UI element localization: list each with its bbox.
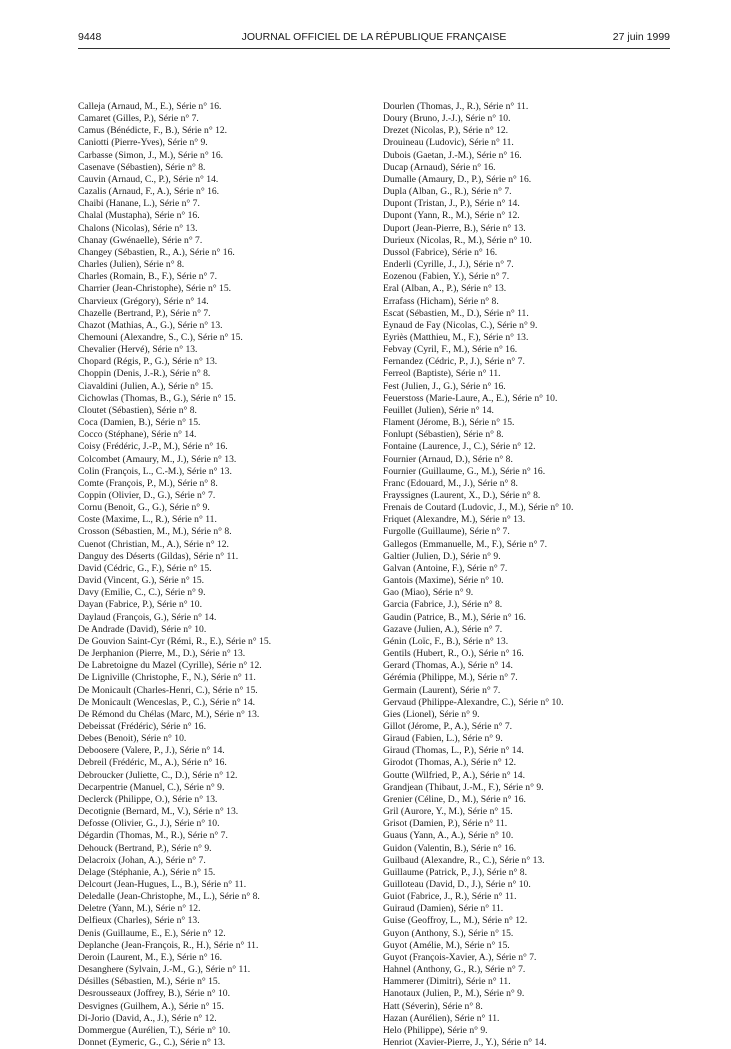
list-item: Eral (Alban, A., P.), Série n° 13.	[383, 283, 507, 295]
list-item: Desanghere (Sylvain, J.-M., G.), Série n° 11.	[78, 964, 251, 976]
list-item: Fournier (Guillaume, G., M.), Série n° 16.	[383, 465, 546, 477]
list-item: Grisot (Damien, P.), Série n° 11.	[383, 818, 508, 830]
list-item: Chalons (Nicolas), Série n° 13.	[78, 222, 198, 234]
list-item: Eyriès (Matthieu, M., F.), Série n° 13.	[383, 331, 529, 343]
list-item: Chemouni (Alexandre, S., C.), Série n° 15.	[78, 331, 243, 343]
list-item: Feuerstoss (Marie-Laure, A., E.), Série n° 10.	[383, 392, 558, 404]
list-item: Deletre (Yann, M.), Série n° 12.	[78, 903, 201, 915]
list-item: Choppin (Denis, J.-R.), Série n° 8.	[78, 368, 211, 380]
list-item: Duport (Jean-Pierre, B.), Série n° 13.	[383, 222, 526, 234]
list-item: De Monicault (Wenceslas, P., C.), Série n° 14.	[78, 696, 256, 708]
list-item: De Jerphanion (Pierre, M., D.), Série n° 13.	[78, 648, 246, 660]
list-item: Gérémia (Philippe, M.), Série n° 7.	[383, 672, 518, 684]
list-item: Guilbaud (Alexandre, R., C.), Série n° 13.	[383, 854, 545, 866]
list-item: De Labretoigne du Mazel (Cyrille), Série n° 12.	[78, 660, 262, 672]
list-item: Guiraud (Damien), Série n° 11.	[383, 903, 504, 915]
list-item: Charrier (Jean-Christophe), Série n° 15.	[78, 283, 232, 295]
list-item: Deplanche (Jean-François, R., H.), Série n° 11.	[78, 939, 259, 951]
list-item: Gantois (Maxime), Série n° 10.	[383, 575, 504, 587]
list-item: Carbasse (Simon, J., M.), Série n° 16.	[78, 149, 224, 161]
list-item: Escat (Sébastien, M., D.), Série n° 11.	[383, 307, 529, 319]
list-item: Gentils (Hubert, R., O.), Série n° 16.	[383, 648, 524, 660]
list-item: Dupont (Yann, R., M.), Série n° 12.	[383, 210, 520, 222]
page-number: 9448	[78, 31, 102, 43]
list-item: Daylaud (François, G.), Série n° 14.	[78, 611, 217, 623]
list-item: Comte (François, P., M.), Série n° 8.	[78, 477, 218, 489]
list-item: Hatt (Séverin), Série n° 8.	[383, 1000, 483, 1012]
list-item: Cornu (Benoit, G., G.), Série n° 9.	[78, 502, 210, 514]
list-item: Chazot (Mathias, A., G.), Série n° 13.	[78, 319, 223, 331]
list-item: Charles (Julien), Série n° 8.	[78, 259, 185, 271]
page-header	[78, 30, 670, 44]
list-item: Chaibi (Hanane, L.), Série n° 7.	[78, 198, 200, 210]
list-item: Charvieux (Grégory), Série n° 14.	[78, 295, 209, 307]
list-item: Dommergue (Aurélien, T.), Série n° 10.	[78, 1024, 231, 1036]
list-item: Désilles (Sébastien, M.), Série n° 15.	[78, 976, 221, 988]
list-item: Decarpentrie (Manuel, C.), Série n° 9.	[78, 781, 225, 793]
list-item: Camaret (Gilles, P.), Série n° 7.	[78, 113, 199, 125]
list-item: Febvay (Cyril, F., M.), Série n° 16.	[383, 344, 518, 356]
list-item: Chevalier (Hervé), Série n° 13.	[78, 344, 198, 356]
list-item: Guiot (Fabrice, J., R.), Série n° 11.	[383, 891, 517, 903]
list-item: De Monicault (Charles-Henri, C.), Série n° 15.	[78, 684, 258, 696]
list-item: Gao (Miao), Série n° 9.	[383, 587, 474, 599]
right-column-list	[383, 101, 573, 1049]
list-item: De Ligniville (Christophe, F., N.), Série n° 11.	[78, 672, 256, 684]
list-item: Guidon (Valentin, B.), Série n° 16.	[383, 842, 517, 854]
journal-title: JOURNAL OFFICIEL DE LA RÉPUBLIQUE FRANÇAISE	[241, 31, 507, 43]
list-item: Génin (Loïc, F., B.), Série n° 13.	[383, 635, 509, 647]
list-item: Dégardin (Thomas, M., R.), Série n° 7.	[78, 830, 228, 842]
list-item: Germain (Laurent), Série n° 7.	[383, 684, 501, 696]
list-item: Debreil (Frédéric, M., A.), Série n° 16.	[78, 757, 227, 769]
list-item: Giraud (Thomas, L., P.), Série n° 14.	[383, 745, 524, 757]
list-item: Hammerer (Dimitri), Série n° 11.	[383, 976, 511, 988]
list-item: Denis (Guillaume, E., E.), Série n° 12.	[78, 927, 226, 939]
list-item: Cocco (Stéphane), Série n° 14.	[78, 429, 197, 441]
list-item: De Rémond du Chélas (Marc, M.), Série n° 13.	[78, 708, 260, 720]
list-item: Danguy des Déserts (Gildas), Série n° 11.	[78, 550, 239, 562]
list-item: Cazalis (Arnaud, F., A.), Série n° 16.	[78, 186, 220, 198]
list-item: Dupont (Tristan, J., P.), Série n° 14.	[383, 198, 520, 210]
list-item: Dourlen (Thomas, J., R.), Série n° 11.	[383, 101, 529, 112]
list-item: Cichowlas (Thomas, B., G.), Série n° 15.	[78, 392, 236, 404]
list-item: Flament (Jérome, B.), Série n° 15.	[383, 417, 515, 429]
list-item: Changey (Sébastien, R., A.), Série n° 16.	[78, 246, 235, 258]
list-item: Frayssignes (Laurent, X., D.), Série n° 8.	[383, 490, 541, 501]
left-column-list	[78, 101, 271, 1049]
list-item: Grenier (Céline, D., M.), Série n° 16.	[383, 793, 526, 805]
list-item: Deledalle (Jean-Christophe, M., L.), Série n° 8.	[78, 891, 260, 903]
list-item: Franc (Edouard, M., J.), Série n° 8.	[383, 477, 518, 489]
list-item: Davy (Emilie, C., C.), Série n° 9.	[78, 587, 206, 599]
list-item: Drezet (Nicolas, P.), Série n° 12.	[383, 125, 509, 137]
list-item: Dubois (Gaetan, J.-M.), Série n° 16.	[383, 149, 522, 161]
list-item: Guise (Geoffroy, L., M.), Série n° 12.	[383, 915, 528, 927]
list-item: Durieux (Nicolas, R., M.), Série n° 10.	[383, 234, 532, 246]
list-item: Dehouck (Bertrand, P.), Série n° 9.	[78, 842, 212, 854]
list-item: Galtier (Julien, D.), Série n° 9.	[383, 550, 501, 562]
list-item: Desrousseaux (Joffrey, B.), Série n° 10.	[78, 988, 230, 1000]
list-item: Giraud (Fabien, L.), Série n° 9.	[383, 733, 503, 745]
list-item: Delcourt (Jean-Hugues, L., B.), Série n° 11.	[78, 879, 247, 890]
list-item: Henriot (Xavier-Pierre, J., Y.), Série n° 14.	[383, 1037, 547, 1049]
list-item: Gril (Aurore, Y., M.), Série n° 15.	[383, 806, 513, 818]
list-item: Debeissat (Frédéric), Série n° 16.	[78, 720, 206, 732]
list-item: Drouineau (Ludovic), Série n° 11.	[383, 137, 514, 149]
list-item: Fonlupt (Sébastien), Série n° 8.	[383, 429, 504, 441]
list-item: Fournier (Arnaud, D.), Série n° 8.	[383, 453, 513, 465]
list-item: Chalal (Mustapha), Série n° 16.	[78, 210, 200, 222]
header-rule	[78, 48, 670, 49]
list-item: Guilloteau (David, D., J.), Série n° 10.	[383, 879, 531, 890]
list-item: Galvan (Antoine, F.), Série n° 7.	[383, 562, 508, 574]
list-item: Guyon (Anthony, S.), Série n° 15.	[383, 927, 514, 939]
list-item: Dussol (Fabrice), Série n° 16.	[383, 246, 498, 258]
list-item: Ducap (Arnaud), Série n° 16.	[383, 161, 496, 173]
list-item: Dupla (Alban, G., R.), Série n° 7.	[383, 186, 512, 198]
list-item: Garcia (Fabrice, J.), Série n° 8.	[383, 599, 503, 611]
list-item: Hazan (Aurélien), Série n° 11.	[383, 1012, 500, 1024]
list-item: Hahnel (Anthony, G., R.), Série n° 7.	[383, 964, 526, 976]
list-item: Fontaine (Laurence, J., C.), Série n° 12.	[383, 441, 536, 453]
list-item: Cloutet (Sébastien), Série n° 8.	[78, 404, 197, 416]
list-item: Gillot (Jérome, P., A.), Série n° 7.	[383, 720, 513, 732]
list-item: Guillaume (Patrick, P., J.), Série n° 8.	[383, 866, 527, 878]
list-item: Debroucker (Juliette, C., D.), Série n° 12.	[78, 769, 238, 781]
list-item: Di-Jorio (David, A., J.), Série n° 12.	[78, 1012, 217, 1024]
list-item: Declerck (Philippe, O.), Série n° 13.	[78, 793, 218, 805]
list-item: Chanay (Gwénaelle), Série n° 7.	[78, 234, 203, 246]
list-item: Frenais de Coutard (Ludovic, J., M.), Série n° 10.	[383, 502, 574, 514]
list-item: Ciavaldini (Julien, A.), Série n° 15.	[78, 380, 214, 392]
list-item: De Andrade (David), Série n° 10.	[78, 623, 207, 635]
list-item: Cauvin (Arnaud, C., P.), Série n° 14.	[78, 173, 219, 185]
list-item: Desvignes (Guilhem, A.), Série n° 15.	[78, 1000, 224, 1012]
list-item: Camus (Bénédicte, F., B.), Série n° 12.	[78, 125, 228, 137]
list-item: Fest (Julien, J., G.), Série n° 16.	[383, 380, 506, 392]
list-item: Delage (Stéphanie, A.), Série n° 15.	[78, 866, 216, 878]
list-item: David (Vincent, G.), Série n° 15.	[78, 575, 205, 587]
list-item: David (Cédric, G., F.), Série n° 15.	[78, 562, 212, 574]
list-item: Goutte (Wilfried, P., A.), Série n° 14.	[383, 769, 526, 781]
list-item: Errafass (Hicham), Série n° 8.	[383, 295, 499, 307]
list-item: Guyot (Amélie, M.), Série n° 15.	[383, 939, 510, 951]
list-item: Decotignie (Bernard, M., V.), Série n° 13.	[78, 806, 239, 818]
list-item: Chopard (Régis, P., G.), Série n° 13.	[78, 356, 218, 368]
list-item: Girodot (Thomas, A.), Série n° 12.	[383, 757, 517, 769]
list-item: Guaus (Yann, A., A.), Série n° 10.	[383, 830, 514, 842]
list-item: Doury (Bruno, J.-J.), Série n° 10.	[383, 113, 511, 125]
list-item: Enderli (Cyrille, J., J.), Série n° 7.	[383, 259, 514, 271]
list-item: Gazave (Julien, A.), Série n° 7.	[383, 623, 503, 635]
list-item: Coisy (Frédéric, J.-P., M.), Série n° 16.	[78, 441, 228, 453]
list-item: Colcombet (Amaury, M., J.), Série n° 13.	[78, 453, 237, 465]
list-item: Charles (Romain, B., F.), Série n° 7.	[78, 271, 217, 283]
list-item: Coca (Damien, B.), Série n° 15.	[78, 417, 201, 429]
list-item: Caniotti (Pierre-Yves), Série n° 9.	[78, 137, 208, 149]
list-item: Defosse (Olivier, G., J.), Série n° 10.	[78, 818, 220, 830]
list-item: Friquet (Alexandre, M.), Série n° 13.	[383, 514, 526, 526]
list-item: Gallegos (Emmanuelle, M., F.), Série n° 7.	[383, 538, 547, 550]
list-item: Furgolle (Guillaume), Série n° 7.	[383, 526, 510, 538]
list-item: Hanotaux (Julien, P., M.), Série n° 9.	[383, 988, 525, 1000]
list-item: Dumalle (Amaury, D., P.), Série n° 16.	[383, 173, 532, 185]
list-item: Casenave (Sébastien), Série n° 8.	[78, 161, 206, 173]
list-item: Fernandez (Cédric, P., J.), Série n° 7.	[383, 356, 525, 368]
list-item: Calleja (Arnaud, M., E.), Série n° 16.	[78, 101, 222, 112]
list-item: Debes (Benoit), Série n° 10.	[78, 733, 187, 745]
list-item: Ferreol (Baptiste), Série n° 11.	[383, 368, 501, 380]
list-item: Grandjean (Thibaut, J.-M., F.), Série n° 9.	[383, 781, 544, 793]
list-item: Gervaud (Philippe-Alexandre, C.), Série n° 10.	[383, 696, 564, 708]
list-item: Deboosere (Valere, P., J.), Série n° 14.	[78, 745, 225, 757]
list-item: Delfieux (Charles), Série n° 13.	[78, 915, 200, 927]
list-item: Donnet (Eymeric, G., C.), Série n° 13.	[78, 1037, 226, 1049]
list-item: Gaudin (Patrice, B., M.), Série n° 16.	[383, 611, 526, 623]
list-item: Dayan (Fabrice, P.), Série n° 10.	[78, 599, 202, 611]
list-item: Guyot (François-Xavier, A.), Série n° 7.	[383, 951, 537, 963]
list-item: Coppin (Olivier, D., G.), Série n° 7.	[78, 490, 216, 501]
list-item: Crosson (Sébastien, M., M.), Série n° 8.	[78, 526, 232, 538]
list-item: Chazelle (Bertrand, P.), Série n° 7.	[78, 307, 211, 319]
list-item: Feuillet (Julien), Série n° 14.	[383, 404, 494, 416]
list-item: De Gouvion Saint-Cyr (Rémi, R., E.), Série n° 15.	[78, 635, 272, 647]
list-item: Eozenou (Fabien, Y.), Série n° 7.	[383, 271, 510, 283]
list-item: Eynaud de Fay (Nicolas, C.), Série n° 9.	[383, 319, 538, 331]
list-item: Colin (François, L., C.-M.), Série n° 13.	[78, 465, 232, 477]
list-item: Helo (Philippe), Série n° 9.	[383, 1024, 488, 1036]
list-item: Gerard (Thomas, A.), Série n° 14.	[383, 660, 513, 672]
list-item: Gies (Lionel), Série n° 9.	[383, 708, 480, 720]
list-item: Deroin (Laurent, M., E.), Série n° 16.	[78, 951, 222, 963]
list-item: Coste (Maxime, L., R.), Série n° 11.	[78, 514, 217, 526]
issue-date: 27 juin 1999	[612, 31, 670, 43]
list-item: Cuenot (Christian, M., A.), Série n° 12.	[78, 538, 229, 550]
list-item: Delacroix (Johan, A.), Série n° 7.	[78, 854, 206, 866]
